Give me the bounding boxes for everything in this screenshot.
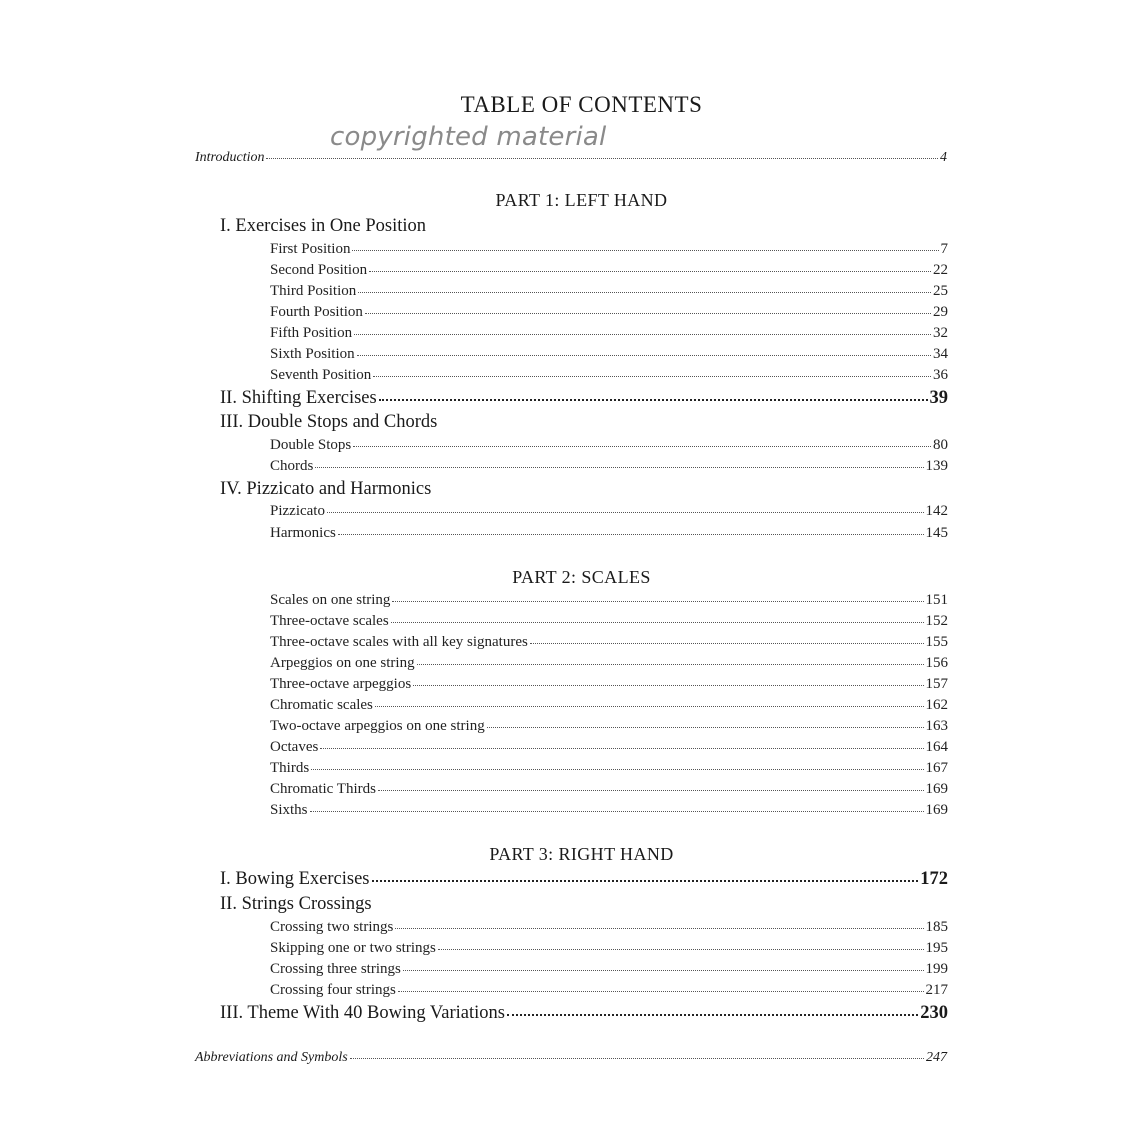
entry-page: 39 [929,388,948,408]
leader-dots [398,991,924,992]
entry-label: III. Theme With 40 Bowing Variations [220,1003,505,1023]
entry-page: 185 [925,919,948,935]
entry-page: 7 [940,241,948,257]
entry-page: 29 [933,304,948,320]
toc-entry [270,940,948,957]
leader-dots [358,292,931,293]
toc-entry [270,346,948,363]
entry-label: Double Stops [270,437,352,453]
toc-entry [270,781,948,798]
entry-page: 34 [933,346,948,362]
toc-entry [270,262,948,279]
leader-dots [372,880,919,882]
entry-label: Scales on one string [270,592,391,608]
part-2-title: PART 2: SCALES [512,567,651,587]
entry-page: 172 [920,869,948,889]
entry-page: 156 [925,655,948,671]
leader-dots [375,706,924,707]
entry-page: 230 [920,1003,948,1023]
toc-entry [270,367,948,384]
section-theme-bowing-variations [220,1003,948,1024]
leader-dots [403,970,924,971]
entry-label: Introduction [195,150,265,165]
leader-dots [378,790,924,791]
entry-label: Three-octave arpeggios [270,676,412,692]
entry-page: 169 [925,802,948,818]
entry-label: Pizzicato [270,503,325,519]
entry-page: 80 [933,437,948,453]
entry-label: Chromatic scales [270,697,373,713]
entry-page: 157 [925,676,948,692]
entry-label: Chords [270,458,314,474]
part-3-title: PART 3: RIGHT HAND [489,844,674,864]
entry-page: 195 [925,940,948,956]
leader-dots [352,250,938,251]
page-title: TABLE OF CONTENTS [460,92,703,117]
toc-entry [270,458,948,475]
leader-dots [357,355,931,356]
section-double-stops-chords: III. Double Stops and Chords [220,412,438,432]
toc-entry [270,634,948,651]
watermark: copyrighted material [330,122,607,152]
part-1-title: PART 1: LEFT HAND [495,190,668,210]
entry-page: 142 [925,503,948,519]
entry-page: 152 [925,613,948,629]
toc-entry [270,739,948,756]
entry-label: Crossing four strings [270,982,396,998]
toc-entry [270,437,948,454]
leader-dots [327,512,924,513]
entry-page: 162 [925,697,948,713]
toc-entry [270,325,948,342]
leader-dots [369,271,931,272]
entry-page: 145 [925,525,948,541]
toc-entry-introduction [195,150,947,166]
leader-dots [365,313,931,314]
leader-dots [417,664,924,665]
entry-label: Three-octave scales with all key signatures [270,634,528,650]
section-pizzicato-harmonics: IV. Pizzicato and Harmonics [220,479,432,499]
entry-label: Three-octave scales [270,613,389,629]
entry-label: Harmonics [270,525,336,541]
entry-page: 164 [925,739,948,755]
leader-dots [315,467,923,468]
entry-page: 32 [933,325,948,341]
entry-label: Skipping one or two strings [270,940,436,956]
leader-dots [353,446,931,447]
toc-entry [270,304,948,321]
entry-label: Third Position [270,283,357,299]
entry-label: Fifth Position [270,325,353,341]
leader-dots [354,334,931,335]
toc-entry [270,982,948,999]
section-bowing-exercises [220,869,948,890]
entry-page: 163 [925,718,948,734]
entry-label: Crossing three strings [270,961,401,977]
leader-dots [530,643,924,644]
entry-label: Seventh Position [270,367,372,383]
entry-label: First Position [270,241,351,257]
leader-dots [320,748,923,749]
entry-page: 22 [933,262,948,278]
entry-page: 155 [925,634,948,650]
entry-label: I. Bowing Exercises [220,869,370,889]
leader-dots [391,622,924,623]
toc-entry [270,592,948,609]
entry-label: Thirds [270,760,310,776]
entry-label: Second Position [270,262,368,278]
toc-entry [270,655,948,672]
entry-page: 139 [925,458,948,474]
toc-entry [270,961,948,978]
entry-page: 167 [925,760,948,776]
entry-label: Sixth Position [270,346,355,362]
entry-label: Abbreviations and Symbols [195,1050,348,1065]
toc-entry [270,802,948,819]
section-exercises-one-position: I. Exercises in One Position [220,216,427,236]
leader-dots [392,601,923,602]
entry-label: Fourth Position [270,304,363,320]
leader-dots [311,769,923,770]
toc-entry [270,503,948,520]
entry-label: Sixths [270,802,308,818]
toc-entry [270,919,948,936]
entry-page: 247 [926,1050,947,1065]
leader-dots [487,727,924,728]
toc-entry [270,613,948,630]
toc-entry [270,241,948,258]
toc-entry [270,283,948,300]
entry-page: 4 [940,150,947,165]
leader-dots [350,1058,924,1059]
toc-entry [270,697,948,714]
entry-label: Crossing two strings [270,919,394,935]
leader-dots [373,376,931,377]
toc-entry-abbreviations [195,1050,947,1066]
entry-label: Octaves [270,739,319,755]
toc-entry [270,676,948,693]
entry-label: II. Shifting Exercises [220,388,377,408]
leader-dots [338,534,924,535]
entry-page: 169 [925,781,948,797]
entry-page: 217 [925,982,948,998]
leader-dots [413,685,923,686]
section-strings-crossings: II. Strings Crossings [220,894,372,914]
leader-dots [266,158,938,159]
leader-dots [379,399,928,401]
entry-label: Arpeggios on one string [270,655,415,671]
toc-entry [270,718,948,735]
leader-dots [310,811,924,812]
entry-page: 25 [933,283,948,299]
section-shifting-exercises [220,388,948,409]
entry-page: 199 [925,961,948,977]
toc-entry [270,760,948,777]
entry-page: 151 [925,592,948,608]
leader-dots [395,928,923,929]
entry-page: 36 [933,367,948,383]
toc-entry [270,525,948,542]
entry-label: Chromatic Thirds [270,781,376,797]
leader-dots [507,1014,918,1016]
leader-dots [438,949,924,950]
entry-label: Two-octave arpeggios on one string [270,718,485,734]
